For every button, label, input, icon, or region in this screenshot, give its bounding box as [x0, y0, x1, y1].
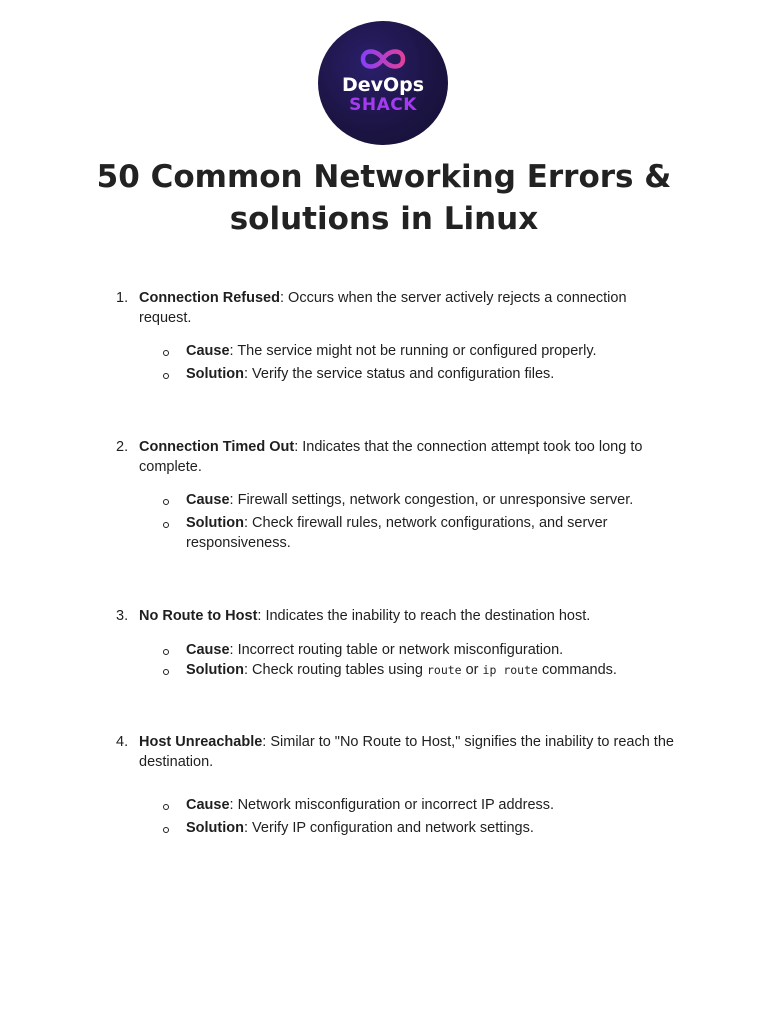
solution-text-end: commands.: [537, 662, 617, 678]
cause-label: Cause: [186, 642, 230, 658]
item-description: : Occurs when the server actively rejects a connection request.: [139, 290, 627, 326]
bullet-icon: [163, 804, 169, 810]
item-heading: [139, 438, 674, 477]
solution-label: Solution: [186, 662, 244, 678]
solution-text: : Verify the service status and configuration files.: [244, 366, 555, 382]
item-term: Host Unreachable: [139, 734, 263, 750]
bullet-icon: [163, 499, 169, 505]
item-heading: [139, 733, 674, 772]
cause-label: Cause: [186, 343, 230, 359]
item-heading: [139, 607, 674, 627]
cause-line: [186, 342, 666, 362]
solution-line: [186, 514, 666, 553]
item-term: No Route to Host: [139, 608, 258, 624]
bullet-icon: [163, 649, 169, 655]
logo-text-devops: DevOps: [341, 74, 425, 96]
solution-text: : Check routing tables using: [244, 662, 427, 678]
item-term: Connection Timed Out: [139, 439, 295, 455]
page-title: [80, 156, 688, 240]
solution-text-mid: or: [461, 662, 483, 678]
solution-label: Solution: [186, 515, 244, 531]
item-term: Connection Refused: [139, 290, 280, 306]
item-number: 2.: [116, 439, 129, 455]
cause-line: [186, 796, 666, 816]
cause-text: : Network misconfiguration or incorrect IP address.: [229, 797, 555, 813]
solution-line: [186, 819, 666, 839]
bullet-icon: [163, 350, 169, 356]
solution-text: : Check firewall rules, network configurations, and server responsiveness.: [186, 515, 608, 551]
solution-text: : Verify IP configuration and network settings.: [244, 820, 534, 836]
solution-label: Solution: [186, 366, 244, 382]
infinity-icon: [355, 45, 411, 73]
solution-line: [186, 365, 666, 385]
item-number: 4.: [116, 734, 129, 750]
cause-text: : Incorrect routing table or network misconfiguration.: [229, 642, 564, 658]
title-line-1: 50 Common Networking Errors &: [96, 159, 672, 195]
item-description: : Similar to "No Route to Host," signifies the inability to reach the destination.: [139, 734, 674, 770]
title-line-2: solutions in Linux: [229, 201, 539, 237]
bullet-icon: [163, 827, 169, 833]
item-description: : Indicates that the connection attempt took too long to complete.: [139, 439, 643, 475]
item-number: 1.: [116, 290, 129, 306]
cause-text: : The service might not be running or configured properly.: [229, 343, 597, 359]
bullet-icon: [163, 522, 169, 528]
cause-text: : Firewall settings, network congestion, or unresponsive server.: [229, 492, 634, 508]
cause-label: Cause: [186, 797, 230, 813]
solution-line: [186, 661, 666, 681]
item-heading: [139, 289, 674, 328]
cause-line: [186, 491, 666, 511]
command-ip-route: ip route: [482, 663, 538, 677]
command-route: route: [426, 663, 462, 677]
devops-shack-logo: [318, 21, 448, 145]
solution-label: Solution: [186, 820, 244, 836]
item-number: 3.: [116, 608, 129, 624]
bullet-icon: [163, 373, 169, 379]
item-description: : Indicates the inability to reach the destination host.: [257, 608, 591, 624]
logo-text-shack: SHACK: [349, 95, 417, 115]
cause-line: [186, 641, 666, 661]
bullet-icon: [163, 669, 169, 675]
cause-label: Cause: [186, 492, 230, 508]
